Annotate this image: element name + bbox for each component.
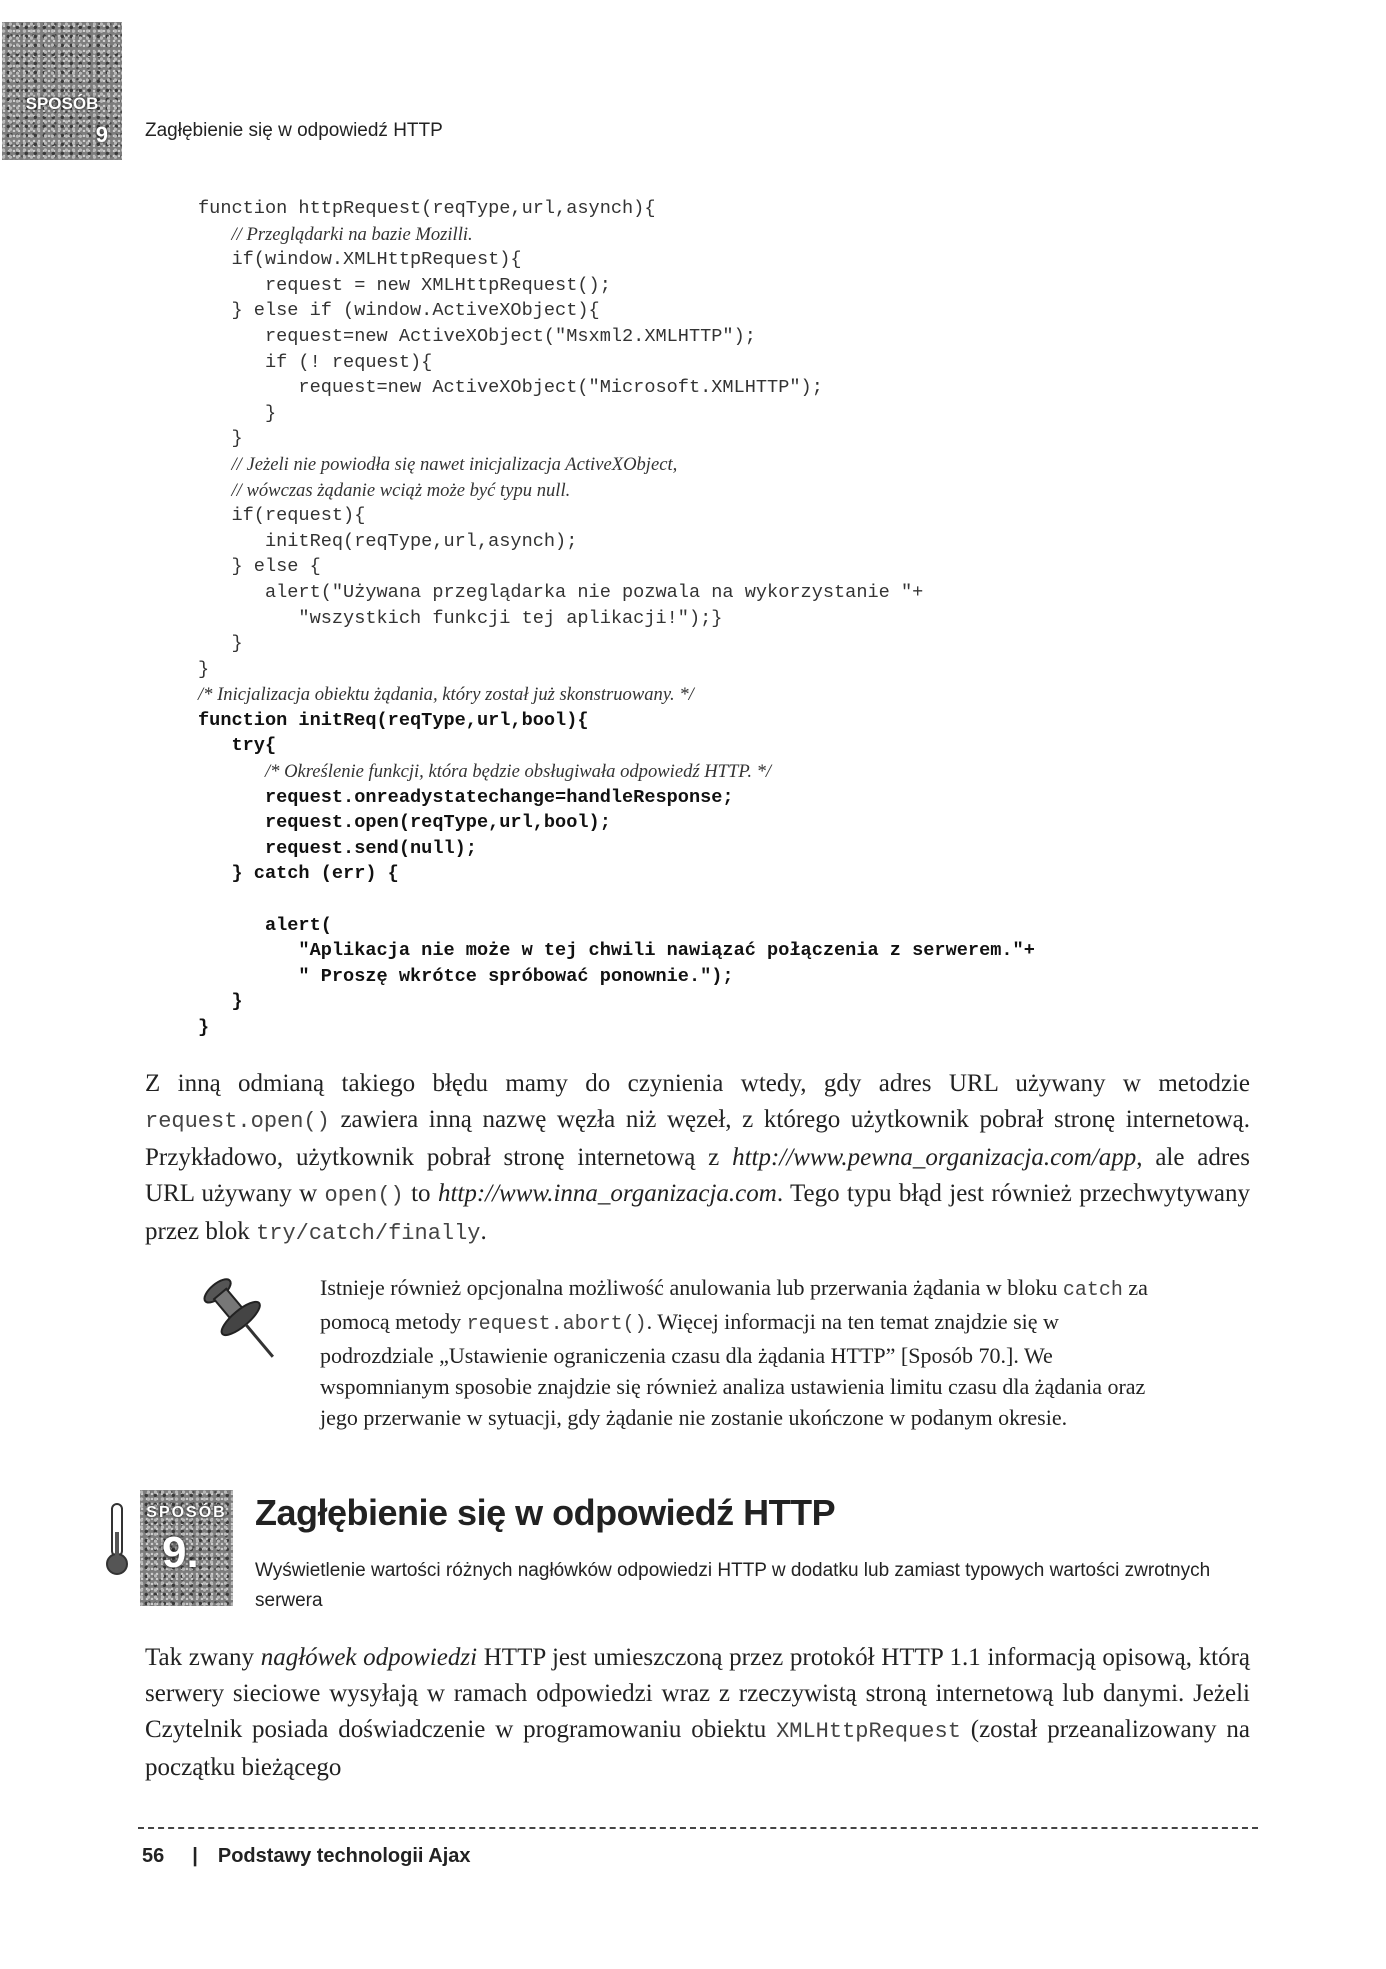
code-text: } else if (window.ActiveXObject){: [198, 300, 600, 322]
section-sposob-badge: [140, 1490, 233, 1606]
header-badge-label: SPOSÓB: [25, 94, 99, 113]
code-text: request=new ActiveXObject("Microsoft.XMLHTTP");: [198, 377, 823, 399]
code-listing: [198, 196, 1035, 1041]
paragraph2-run: nagłówek odpowiedzi: [260, 1644, 478, 1671]
code-text: "Aplikacja nie może w tej chwili nawiązać połączenia z serwerem."+: [198, 940, 1035, 962]
code-line: [198, 913, 1035, 939]
code-text: " Proszę wkrótce spróbować ponownie.");: [198, 965, 734, 987]
code-line: [198, 682, 1035, 708]
code-line: [198, 733, 1035, 759]
code-line: [198, 580, 1035, 606]
section-badge-number: 9.: [162, 1528, 199, 1577]
paragraph1-run: try/catch/finally: [256, 1221, 481, 1246]
code-line: [198, 861, 1035, 887]
code-text: if (! request){: [198, 351, 433, 373]
body-paragraph-2: [145, 1640, 1250, 1786]
footer-rule: [138, 1827, 1258, 1829]
code-line: [198, 503, 1035, 529]
code-line: [198, 759, 1035, 785]
section-subtitle: Wyświetlenie wartości różnych nagłówków odpowiedzi HTTP w dodatku lub zamiast typowych wartości zwrotnych serwera: [255, 1560, 1211, 1611]
code-line: [198, 375, 1035, 401]
code-line: [198, 554, 1035, 580]
code-line: [198, 452, 1035, 478]
code-text: } catch (err) {: [198, 863, 399, 885]
code-text: }: [198, 991, 243, 1013]
code-line: [198, 529, 1035, 555]
code-text: }: [198, 658, 210, 680]
code-text: }: [198, 633, 243, 655]
tip-run: za pomocą metody: [320, 1275, 1148, 1334]
section-badge-label: SPOSÓB: [146, 1504, 227, 1521]
pushpin-icon: [195, 1268, 290, 1373]
code-text: alert("Używana przeglądarka nie pozwala na wykorzystanie "+: [198, 581, 924, 603]
header-badge-number: 9: [95, 122, 108, 147]
thermometer-icon: [104, 1502, 130, 1576]
code-text: }: [198, 1017, 210, 1038]
code-line: [198, 196, 1035, 222]
code-text: [198, 481, 231, 502]
page-number: 56: [142, 1845, 165, 1867]
code-text: [198, 225, 231, 246]
code-line: [198, 401, 1035, 427]
code-text: function httpRequest(reqType,url,asynch){: [198, 198, 656, 219]
code-line: [198, 273, 1035, 299]
paragraph1-run: . Tego typu błąd jest również przechwytywany przez blok: [145, 1180, 1251, 1245]
code-line: [198, 938, 1035, 964]
paragraph1-run: request.open(): [145, 1109, 330, 1134]
footer-separator: |: [192, 1845, 198, 1867]
paragraph2-run: HTTP jest umieszczoną przez protokół HTTP 1.1 informacją opisową, którą serwery sieciowe wysyłają w ramach odpowiedzi wraz z rzeczywistą stroną internetową lub danymi. Jeżeli Czytelnik posiada doświadczenie w programowaniu obiektu: [145, 1644, 1250, 1743]
code-line: [198, 836, 1035, 862]
code-comment: /* Inicjalizacja obiektu żądania, który został już skonstruowany. */: [198, 684, 694, 706]
code-text: initReq(reqType,url,asynch);: [198, 530, 578, 552]
code-line: [198, 989, 1035, 1015]
code-text: }: [198, 428, 243, 450]
code-text: try{: [198, 735, 277, 757]
paragraph1-run: open(): [324, 1183, 404, 1208]
code-line: [198, 350, 1035, 376]
tip-run: request.abort(): [466, 1313, 647, 1336]
header-sposob-badge: [2, 22, 122, 160]
code-line: [198, 478, 1035, 504]
code-line: [198, 785, 1035, 811]
code-line: [198, 657, 1035, 683]
code-line: [198, 631, 1035, 657]
page-footer: [142, 1845, 471, 1868]
code-text: "wszystkich funkcji tej aplikacji!");}: [198, 607, 723, 629]
tip-run: [Sposób 70.]: [900, 1343, 1014, 1368]
code-line: [198, 708, 1035, 734]
section-title: Zagłębienie się w odpowiedź HTTP: [255, 1492, 836, 1533]
code-line: [198, 222, 1035, 248]
paragraph2-run: Tak zwany: [145, 1644, 261, 1671]
paragraph1-run: .: [480, 1218, 487, 1245]
code-line: [198, 887, 1035, 913]
paragraph1-run: http://www.inna_organizacja.com: [437, 1180, 777, 1207]
code-text: request = new XMLHttpRequest();: [198, 274, 611, 296]
code-line: [198, 324, 1035, 350]
code-comment: // Przeglądarki na bazie Mozilli.: [231, 223, 473, 245]
code-text: } else {: [198, 556, 321, 578]
code-line: [198, 298, 1035, 324]
tip-run: . Więcej informacji na ten temat znajdzie się w podrozdziale „Ustawienie ograniczenia czasu dla żądania HTTP”: [320, 1309, 1059, 1368]
code-text: request=new ActiveXObject("Msxml2.XMLHTTP");: [198, 325, 756, 347]
code-text: alert(: [198, 914, 332, 936]
code-line: [198, 810, 1035, 836]
body-paragraph-1: [145, 1066, 1250, 1252]
paragraph2-run: XMLHttpRequest: [776, 1719, 961, 1744]
code-line: [198, 606, 1035, 632]
paragraph1-run: to: [403, 1180, 438, 1207]
code-text: [198, 455, 231, 476]
paragraph1-run: Z inną odmianą takiego błędu mamy do czynienia wtedy, gdy adres URL używany w metodzie: [145, 1070, 1250, 1097]
paragraph1-run: zawiera inną nazwę węzła niż węzeł, z którego użytkownik pobrał stronę internetową. Przykładowo, użytkownik pobrał stronę internetową z: [145, 1106, 1250, 1171]
paragraph1-run: , ale adres URL używany w: [145, 1144, 1251, 1207]
code-text: }: [198, 402, 277, 424]
code-text: if(window.XMLHttpRequest){: [198, 249, 522, 271]
tip-note: [320, 1272, 1170, 1433]
code-comment: // Jeżeli nie powiodła się nawet inicjalizacja ActiveXObject,: [231, 453, 678, 475]
code-line: [198, 964, 1035, 990]
code-comment: // wówczas żądanie wciąż może być typu null.: [231, 479, 571, 501]
code-text: [198, 762, 265, 783]
book-title: Podstawy technologii Ajax: [217, 1845, 471, 1867]
code-line: [198, 247, 1035, 273]
code-text: request.open(reqType,url,bool);: [198, 812, 611, 834]
code-text: request.onreadystatechange=handleResponse;: [198, 786, 734, 808]
paragraph2-run: (został przeanalizowany na początku bieżącego: [145, 1716, 1250, 1781]
tip-run: . We wspomnianym sposobie znajdzie się również analiza ustawienia limitu czasu dla żądania oraz jego przerwanie w sytuacji, gdy żądanie nie zostanie ukończone w podanym okresie.: [320, 1343, 1146, 1430]
code-text: request.send(null);: [198, 837, 477, 859]
code-line: [198, 1015, 1035, 1041]
running-header-title: Zagłębienie się w odpowiedź HTTP: [145, 120, 443, 141]
code-text: if(request){: [198, 505, 366, 527]
paragraph1-run: http://www.pewna_organizacja.com/app: [732, 1144, 1137, 1171]
code-comment: /* Określenie funkcji, która będzie obsługiwała odpowiedź HTTP. */: [264, 761, 772, 783]
tip-run: catch: [1062, 1279, 1123, 1302]
code-line: [198, 426, 1035, 452]
code-text: function initReq(reqType,url,bool){: [198, 709, 589, 731]
tip-run: Istnieje również opcjonalna możliwość anulowania lub przerwania żądania w bloku: [320, 1275, 1063, 1300]
